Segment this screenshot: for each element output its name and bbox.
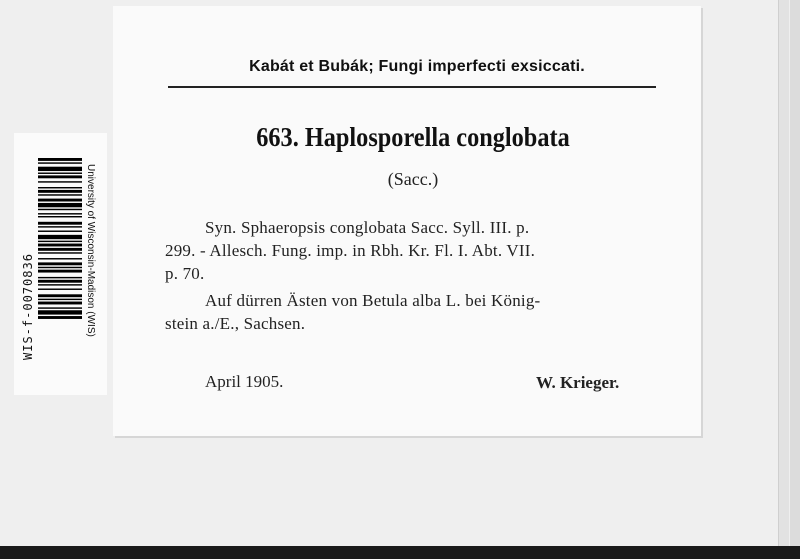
collector: W. Krieger. [536,373,620,392]
barcode-bar [38,231,82,232]
barcode-id: WIS-f-0070836 [21,253,35,360]
barcode-bar [38,209,82,210]
barcode-bar [38,226,82,227]
barcode-bar [38,252,82,253]
barcode-bar [38,181,82,182]
barcode-bar [38,289,82,290]
barcode-bar [38,302,82,305]
synonymy-line: Syn. Sphaeropsis conglobata Sacc. Syll. III. p. [205,218,530,237]
barcode-bar [38,299,82,300]
collection-date: April 1905. [205,372,284,391]
barcode-bar [38,280,82,283]
locality-line: Auf dürren Ästen von Betula alba L. bei König- [205,291,541,310]
barcode-bar [38,222,82,225]
barcode-bar [38,241,82,242]
barcode-bar [38,307,82,308]
barcode-bar [38,267,82,268]
barcode-bar [38,316,82,319]
barcode-bar [38,175,82,178]
barcode-bar [38,194,82,195]
specimen-title: 663. Haplosporella conglobata [256,122,570,152]
synonymy-line: p. 70. [165,264,205,283]
barcode-bar [38,173,82,174]
specimen-label [113,6,701,436]
barcode-bar [38,294,82,297]
barcode-bar [38,213,82,214]
barcode-bar [38,235,82,239]
barcode-bar [38,199,82,202]
barcode-bar [38,162,82,163]
barcode-bar [38,248,82,251]
barcode [38,158,82,370]
authority: (Sacc.) [387,169,439,189]
barcode-bar [38,310,82,314]
barcode-bar [38,203,82,207]
barcode-bar [38,158,82,161]
barcode-bar [38,258,82,259]
scan-border [0,546,800,559]
barcode-bar [38,284,82,285]
barcode-institution: University of Wisconsin-Madison (WIS) [85,164,96,337]
barcode-bar [38,216,82,217]
barcode-bar [38,262,82,265]
synonymy-line: 299. - Allesch. Fung. imp. in Rbh. Kr. Fl. I. Abt. VII. [165,241,536,260]
series-header: Kabát et Bubák; Fungi imperfecti exsiccati. [249,58,585,75]
locality-line: stein a./E., Sachsen. [165,314,306,333]
barcode-bar [38,277,82,278]
barcode-bar [38,244,82,247]
header-rule [168,86,656,88]
barcode-bar [38,190,82,193]
sheet-edge [778,0,789,548]
barcode-bar [38,270,82,273]
barcode-bar [38,167,82,171]
barcode-bar [38,187,82,188]
